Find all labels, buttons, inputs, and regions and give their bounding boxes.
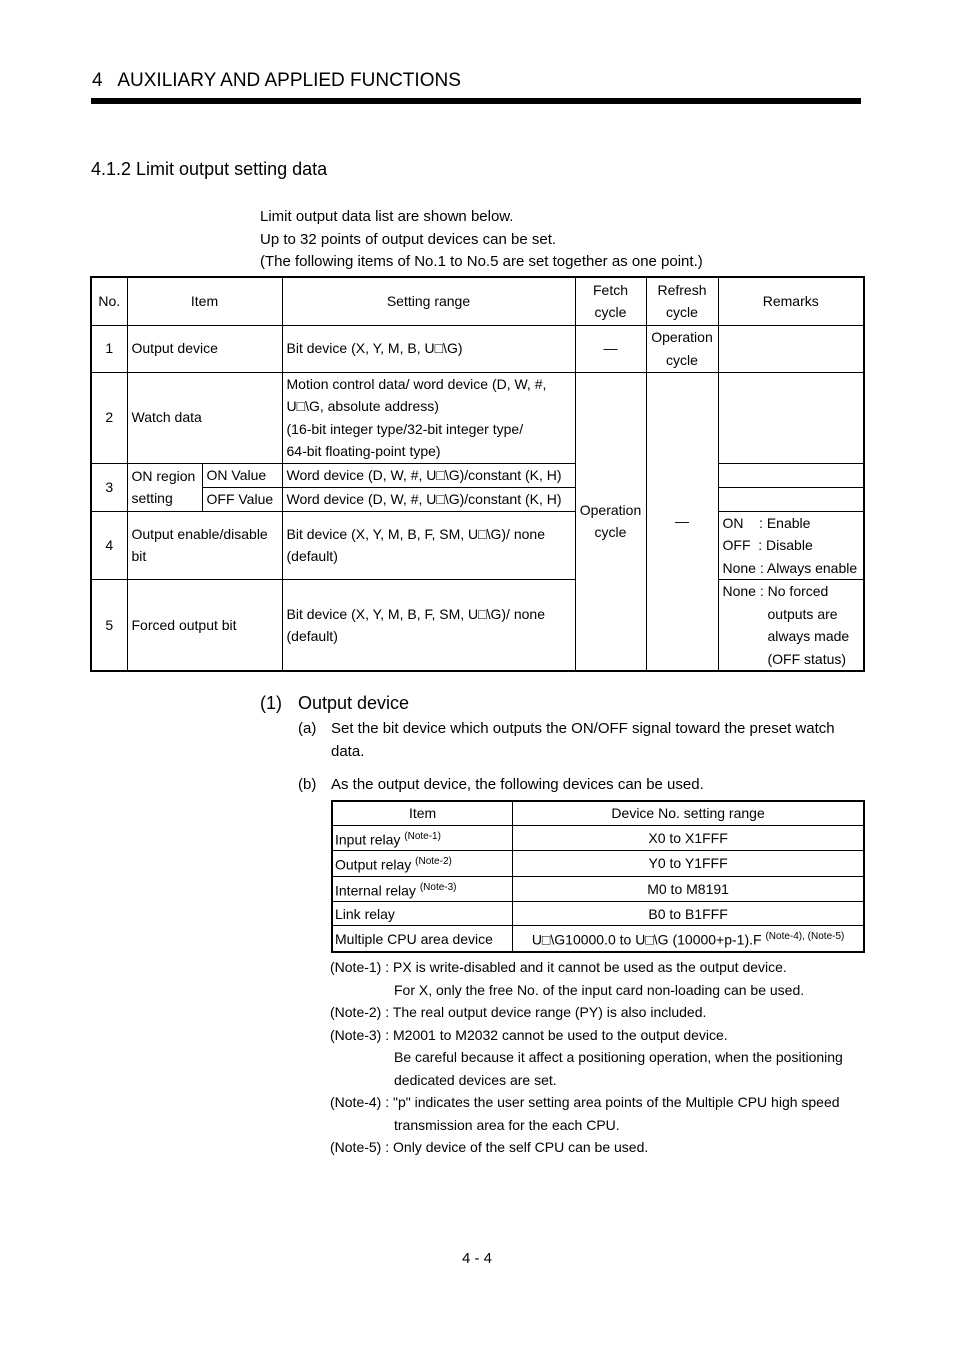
device-row bbox=[332, 902, 864, 926]
row-no: 4 bbox=[91, 511, 127, 580]
row-remarks: ON : Enable OFF : Disable None : Always enable bbox=[718, 511, 864, 580]
page-number: 4 - 4 bbox=[461, 1250, 492, 1267]
limit-output-table bbox=[90, 276, 865, 672]
row-item: Output device bbox=[127, 325, 282, 372]
row-item: ON region setting bbox=[127, 463, 202, 511]
table-row bbox=[91, 325, 864, 372]
device-range: Y0 to Y1FFF bbox=[513, 851, 864, 877]
notes bbox=[330, 956, 843, 1159]
device-row bbox=[332, 876, 864, 902]
note-line: dedicated devices are set. bbox=[394, 1071, 557, 1088]
row-fetch-cycle: — bbox=[575, 325, 646, 372]
row-no: 5 bbox=[91, 580, 127, 672]
row-remarks bbox=[718, 487, 864, 511]
item-a-label: (a) bbox=[298, 720, 317, 737]
merged-refresh-cycle: — bbox=[646, 372, 718, 671]
row-remarks bbox=[718, 372, 864, 463]
item-a bbox=[298, 717, 835, 763]
row-setting-range: Motion control data/ word device (D, W, #, U□\G, absolute address) (16-bit integer type/32-bit integer type/ 64-bit floating-point type) bbox=[282, 372, 575, 463]
row-remarks bbox=[718, 325, 864, 372]
device-item: Input relay $^{(Note-1)}$ bbox=[332, 825, 513, 851]
row-no: 3 bbox=[91, 463, 127, 511]
subsection-number: (1) bbox=[260, 693, 282, 713]
device-header-row bbox=[332, 801, 864, 825]
table-row bbox=[91, 463, 864, 487]
device-item: Output relay $^{(Note-2)}$ bbox=[332, 851, 513, 877]
header-item: Item bbox=[127, 277, 282, 325]
item-a-text: data. bbox=[331, 743, 365, 760]
row-no: 2 bbox=[91, 372, 127, 463]
device-header-item: Item bbox=[332, 801, 513, 825]
header-fetch-cycle: Fetch cycle bbox=[575, 277, 646, 325]
note-line: For X, only the free No. of the input card non-loading can be used. bbox=[394, 981, 805, 998]
on-value-range: Word device (D, W, #, U□\G)/constant (K, H) bbox=[282, 463, 575, 487]
row-item: Watch data bbox=[127, 372, 282, 463]
note-line: (Note-2) : The real output device range (PY) is also included. bbox=[330, 1004, 707, 1020]
header-no: No. bbox=[91, 277, 127, 325]
device-range: U□\G10000.0 to U□\G (10000+p-1).F $^{(Note-4), (Note-5)}$ bbox=[513, 926, 864, 952]
header-setting-range: Setting range bbox=[282, 277, 575, 325]
chapter-header: 4 AUXILIARY AND APPLIED FUNCTIONS bbox=[92, 70, 461, 91]
row-remarks bbox=[718, 463, 864, 487]
off-value-range: Word device (D, W, #, U□\G)/constant (K, H) bbox=[282, 487, 575, 511]
header-rule bbox=[91, 98, 861, 104]
device-item: Internal relay $^{(Note-3)}$ bbox=[332, 876, 513, 902]
table-header-row bbox=[91, 277, 864, 325]
note-line: (Note-4) : "p" indicates the user setting area points of the Multiple CPU high speed bbox=[330, 1094, 840, 1110]
note-line: transmission area for the each CPU. bbox=[394, 1116, 620, 1133]
subsection-title: Output device bbox=[298, 693, 410, 713]
table-row bbox=[91, 372, 864, 463]
row-setting-range: Bit device (X, Y, M, B, F, SM, U□\G)/ none (default) bbox=[282, 511, 575, 580]
device-range: X0 to X1FFF bbox=[513, 825, 864, 851]
intro-line: Up to 32 points of output devices can be set. bbox=[260, 230, 557, 248]
row-remarks: None : No forced outputs are always made (OFF status) bbox=[718, 580, 864, 672]
row-setting-range: Bit device (X, Y, M, B, U□\G) bbox=[282, 325, 575, 372]
row-refresh-cycle: Operation cycle bbox=[646, 325, 718, 372]
row-item: Output enable/disable bit bbox=[127, 511, 282, 580]
note-line: (Note-1) : PX is write-disabled and it cannot be used as the output device. bbox=[330, 959, 787, 975]
subsection-heading bbox=[260, 693, 409, 714]
table-row bbox=[91, 511, 864, 580]
device-header-range: Device No. setting range bbox=[513, 801, 864, 825]
section-title: 4.1.2 Limit output setting data bbox=[91, 159, 328, 179]
merged-fetch-cycle: Operation cycle bbox=[575, 372, 646, 671]
device-item: Link relay bbox=[332, 902, 513, 926]
item-a-text: Set the bit device which outputs the ON/OFF signal toward the preset watch bbox=[331, 720, 835, 737]
device-row bbox=[332, 825, 864, 851]
header-refresh-cycle: Refresh cycle bbox=[646, 277, 718, 325]
intro-line: Limit output data list are shown below. bbox=[260, 208, 514, 225]
note-line: (Note-5) : Only device of the self CPU can be used. bbox=[330, 1139, 649, 1155]
device-table bbox=[331, 800, 865, 953]
device-range: M0 to M8191 bbox=[513, 876, 864, 902]
item-b-text: As the output device, the following devices can be used. bbox=[331, 776, 704, 793]
row-setting-range: Bit device (X, Y, M, B, F, SM, U□\G)/ none (default) bbox=[282, 580, 575, 672]
item-b bbox=[298, 773, 704, 796]
row-item: Forced output bit bbox=[127, 580, 282, 672]
on-value-label: ON Value bbox=[202, 463, 282, 487]
intro-line: (The following items of No.1 to No.5 are set together as one point.) bbox=[260, 253, 703, 270]
device-row bbox=[332, 926, 864, 952]
item-b-label: (b) bbox=[298, 776, 317, 793]
note-line: Be careful because it affect a positioning operation, when the positioning bbox=[394, 1049, 843, 1065]
off-value-label: OFF Value bbox=[202, 487, 282, 511]
header-remarks: Remarks bbox=[718, 277, 864, 325]
table-row bbox=[91, 487, 864, 511]
device-range: B0 to B1FFF bbox=[513, 902, 864, 926]
device-item: Multiple CPU area device bbox=[332, 926, 513, 952]
table-row bbox=[91, 580, 864, 672]
row-no: 1 bbox=[91, 325, 127, 372]
device-row bbox=[332, 851, 864, 877]
intro-text bbox=[260, 206, 703, 274]
note-line: (Note-3) : M2001 to M2032 cannot be used to the output device. bbox=[330, 1026, 728, 1043]
